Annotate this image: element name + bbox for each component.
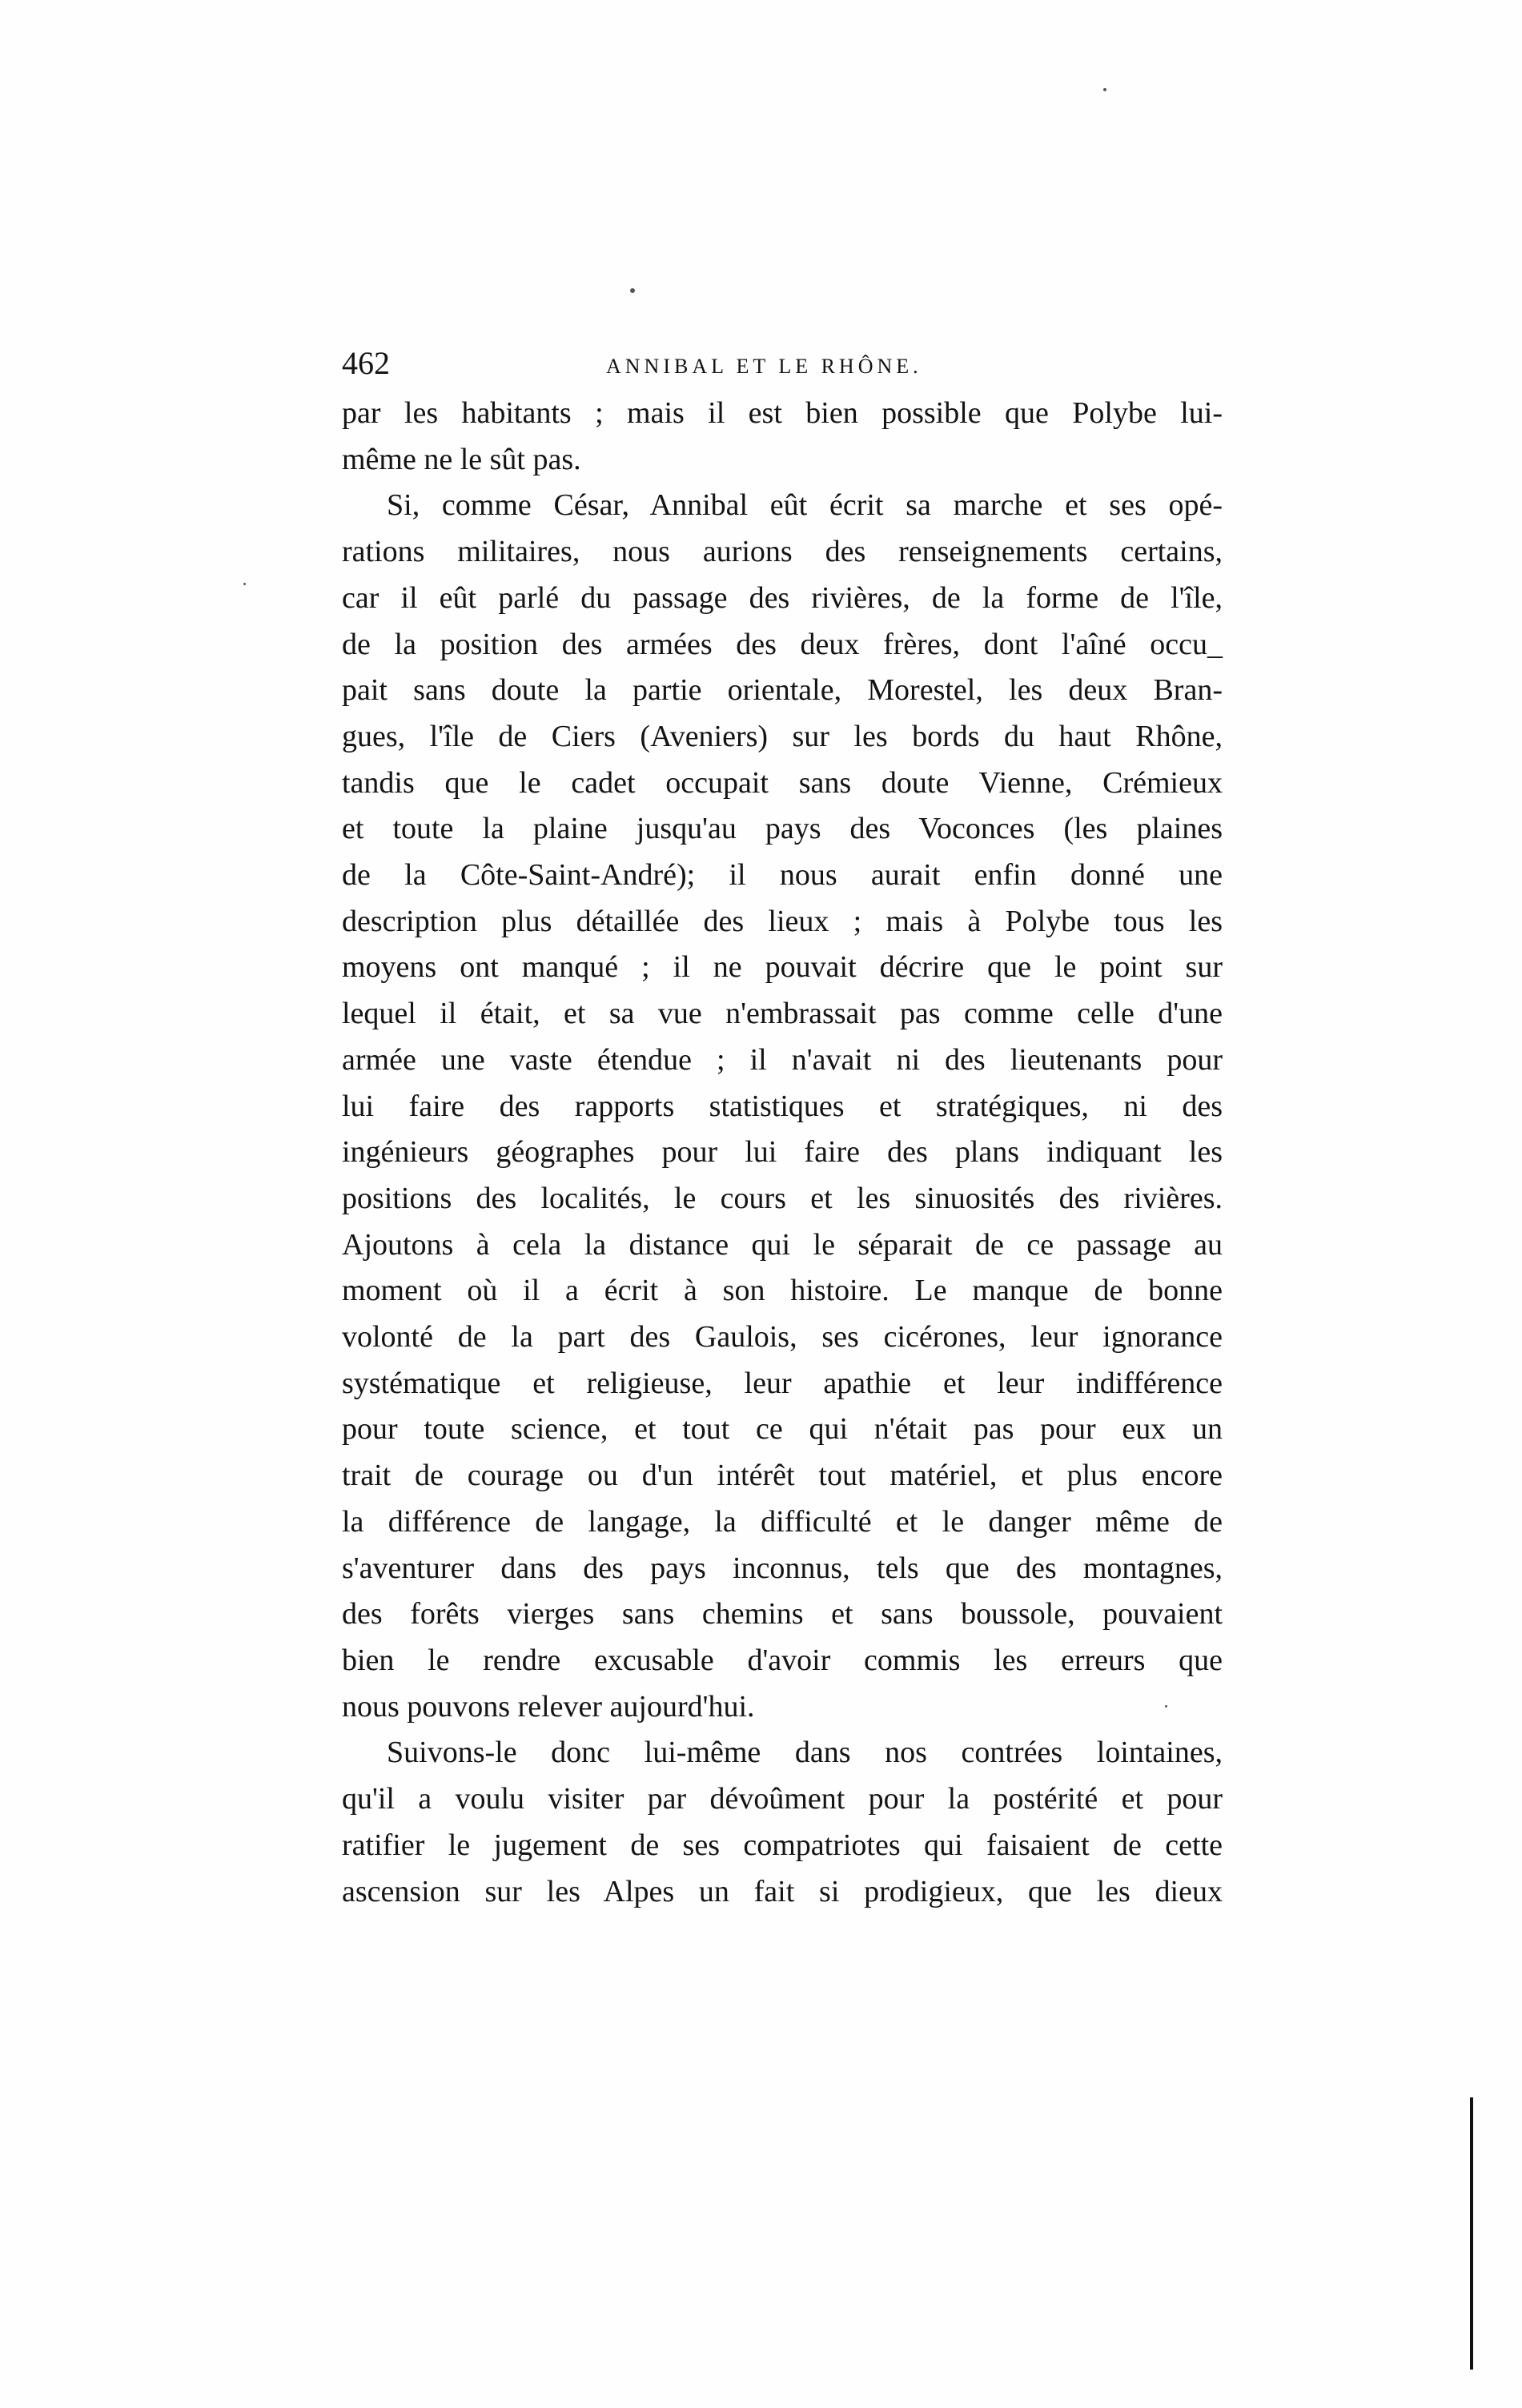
scan-speck <box>243 583 246 585</box>
text-line: des forêts vierges sans chemins et sans boussole, pouvaient <box>342 1597 1223 1631</box>
text-line: trait de courage ou d'un intérêt tout matériel, et plus encore <box>342 1459 1223 1493</box>
page-number: 462 <box>342 345 390 381</box>
text-line: qu'il a voulu visiter par dévoûment pour la postérité et pour <box>342 1782 1223 1816</box>
paragraph <box>342 391 1223 483</box>
body-text <box>342 391 1223 1915</box>
text-line: pour toute science, et tout ce qui n'était pas pour eux un <box>342 1412 1223 1447</box>
running-header <box>342 343 1231 384</box>
text-line: pait sans doute la partie orientale, Morestel, les deux Bran- <box>342 673 1223 708</box>
text-line: Suivons-le donc lui-même dans nos contrées lointaines, <box>387 1736 1223 1770</box>
text-line: ingénieurs géographes pour lui faire des plans indiquant les <box>342 1135 1223 1170</box>
text-line: gues, l'île de Ciers (Aveniers) sur les bords du haut Rhône, <box>342 719 1223 753</box>
text-line: ascension sur les Alpes un fait si prodigieux, que les dieux <box>342 1874 1223 1908</box>
text-line: armée une vaste étendue ; il n'avait ni des lieutenants pour <box>342 1042 1223 1077</box>
text-line: systématique et religieuse, leur apathie et leur indifférence <box>342 1366 1223 1400</box>
text-line: car il eût parlé du passage des rivières, de la forme de l'île, <box>342 580 1223 615</box>
text-line: la différence de langage, la difficulté et le danger même de <box>342 1504 1223 1539</box>
scan-speck <box>1165 1705 1167 1708</box>
scan-speck <box>1103 88 1106 91</box>
text-line: volonté de la part des Gaulois, ses cicérones, leur ignorance <box>342 1320 1223 1354</box>
text-line: bien le rendre excusable d'avoir commis les erreurs que <box>342 1643 1223 1677</box>
text-line: même ne le sût pas. <box>342 442 581 476</box>
text-line: lequel il était, et sa vue n'embrassait pas comme celle d'une <box>342 997 1223 1031</box>
text-line: moment où il a écrit à son histoire. Le manque de bonne <box>342 1274 1223 1308</box>
text-line: moyens ont manqué ; il ne pouvait décrire que le point sur <box>342 950 1223 985</box>
text-line: s'aventurer dans des pays inconnus, tels que des montagnes, <box>342 1551 1223 1585</box>
text-line: par les habitants ; mais il est bien possible que Polybe lui- <box>342 396 1223 430</box>
text-line: rations militaires, nous aurions des renseignements certains, <box>342 535 1223 569</box>
scan-speck <box>630 288 635 293</box>
running-title: ANNIBAL ET LE RHÔNE. <box>606 355 922 378</box>
text-line: Si, comme César, Annibal eût écrit sa marche et ses opé- <box>387 488 1223 523</box>
text-line: ratifier le jugement de ses compatriotes qui faisaient de cette <box>342 1828 1223 1862</box>
text-line: et toute la plaine jusqu'au pays des Voconces (les plaines <box>342 812 1223 846</box>
text-line: nous pouvons relever aujourd'hui. <box>342 1689 755 1724</box>
paragraph <box>342 483 1223 1730</box>
paragraph <box>342 1730 1223 1915</box>
text-line: lui faire des rapports statistiques et stratégiques, ni des <box>342 1089 1223 1123</box>
text-line: tandis que le cadet occupait sans doute Vienne, Crémieux <box>342 765 1223 800</box>
text-line: Ajoutons à cela la distance qui le séparait de ce passage au <box>342 1227 1223 1262</box>
margin-rule <box>1470 2097 1473 2370</box>
text-line: de la Côte-Saint-André); il nous aurait enfin donné une <box>342 858 1223 893</box>
text-line: de la position des armées des deux frères, dont l'aîné occu_ <box>342 627 1223 661</box>
text-line: description plus détaillée des lieux ; mais à Polybe tous les <box>342 904 1223 938</box>
text-line: positions des localités, le cours et les sinuosités des rivières. <box>342 1181 1223 1215</box>
